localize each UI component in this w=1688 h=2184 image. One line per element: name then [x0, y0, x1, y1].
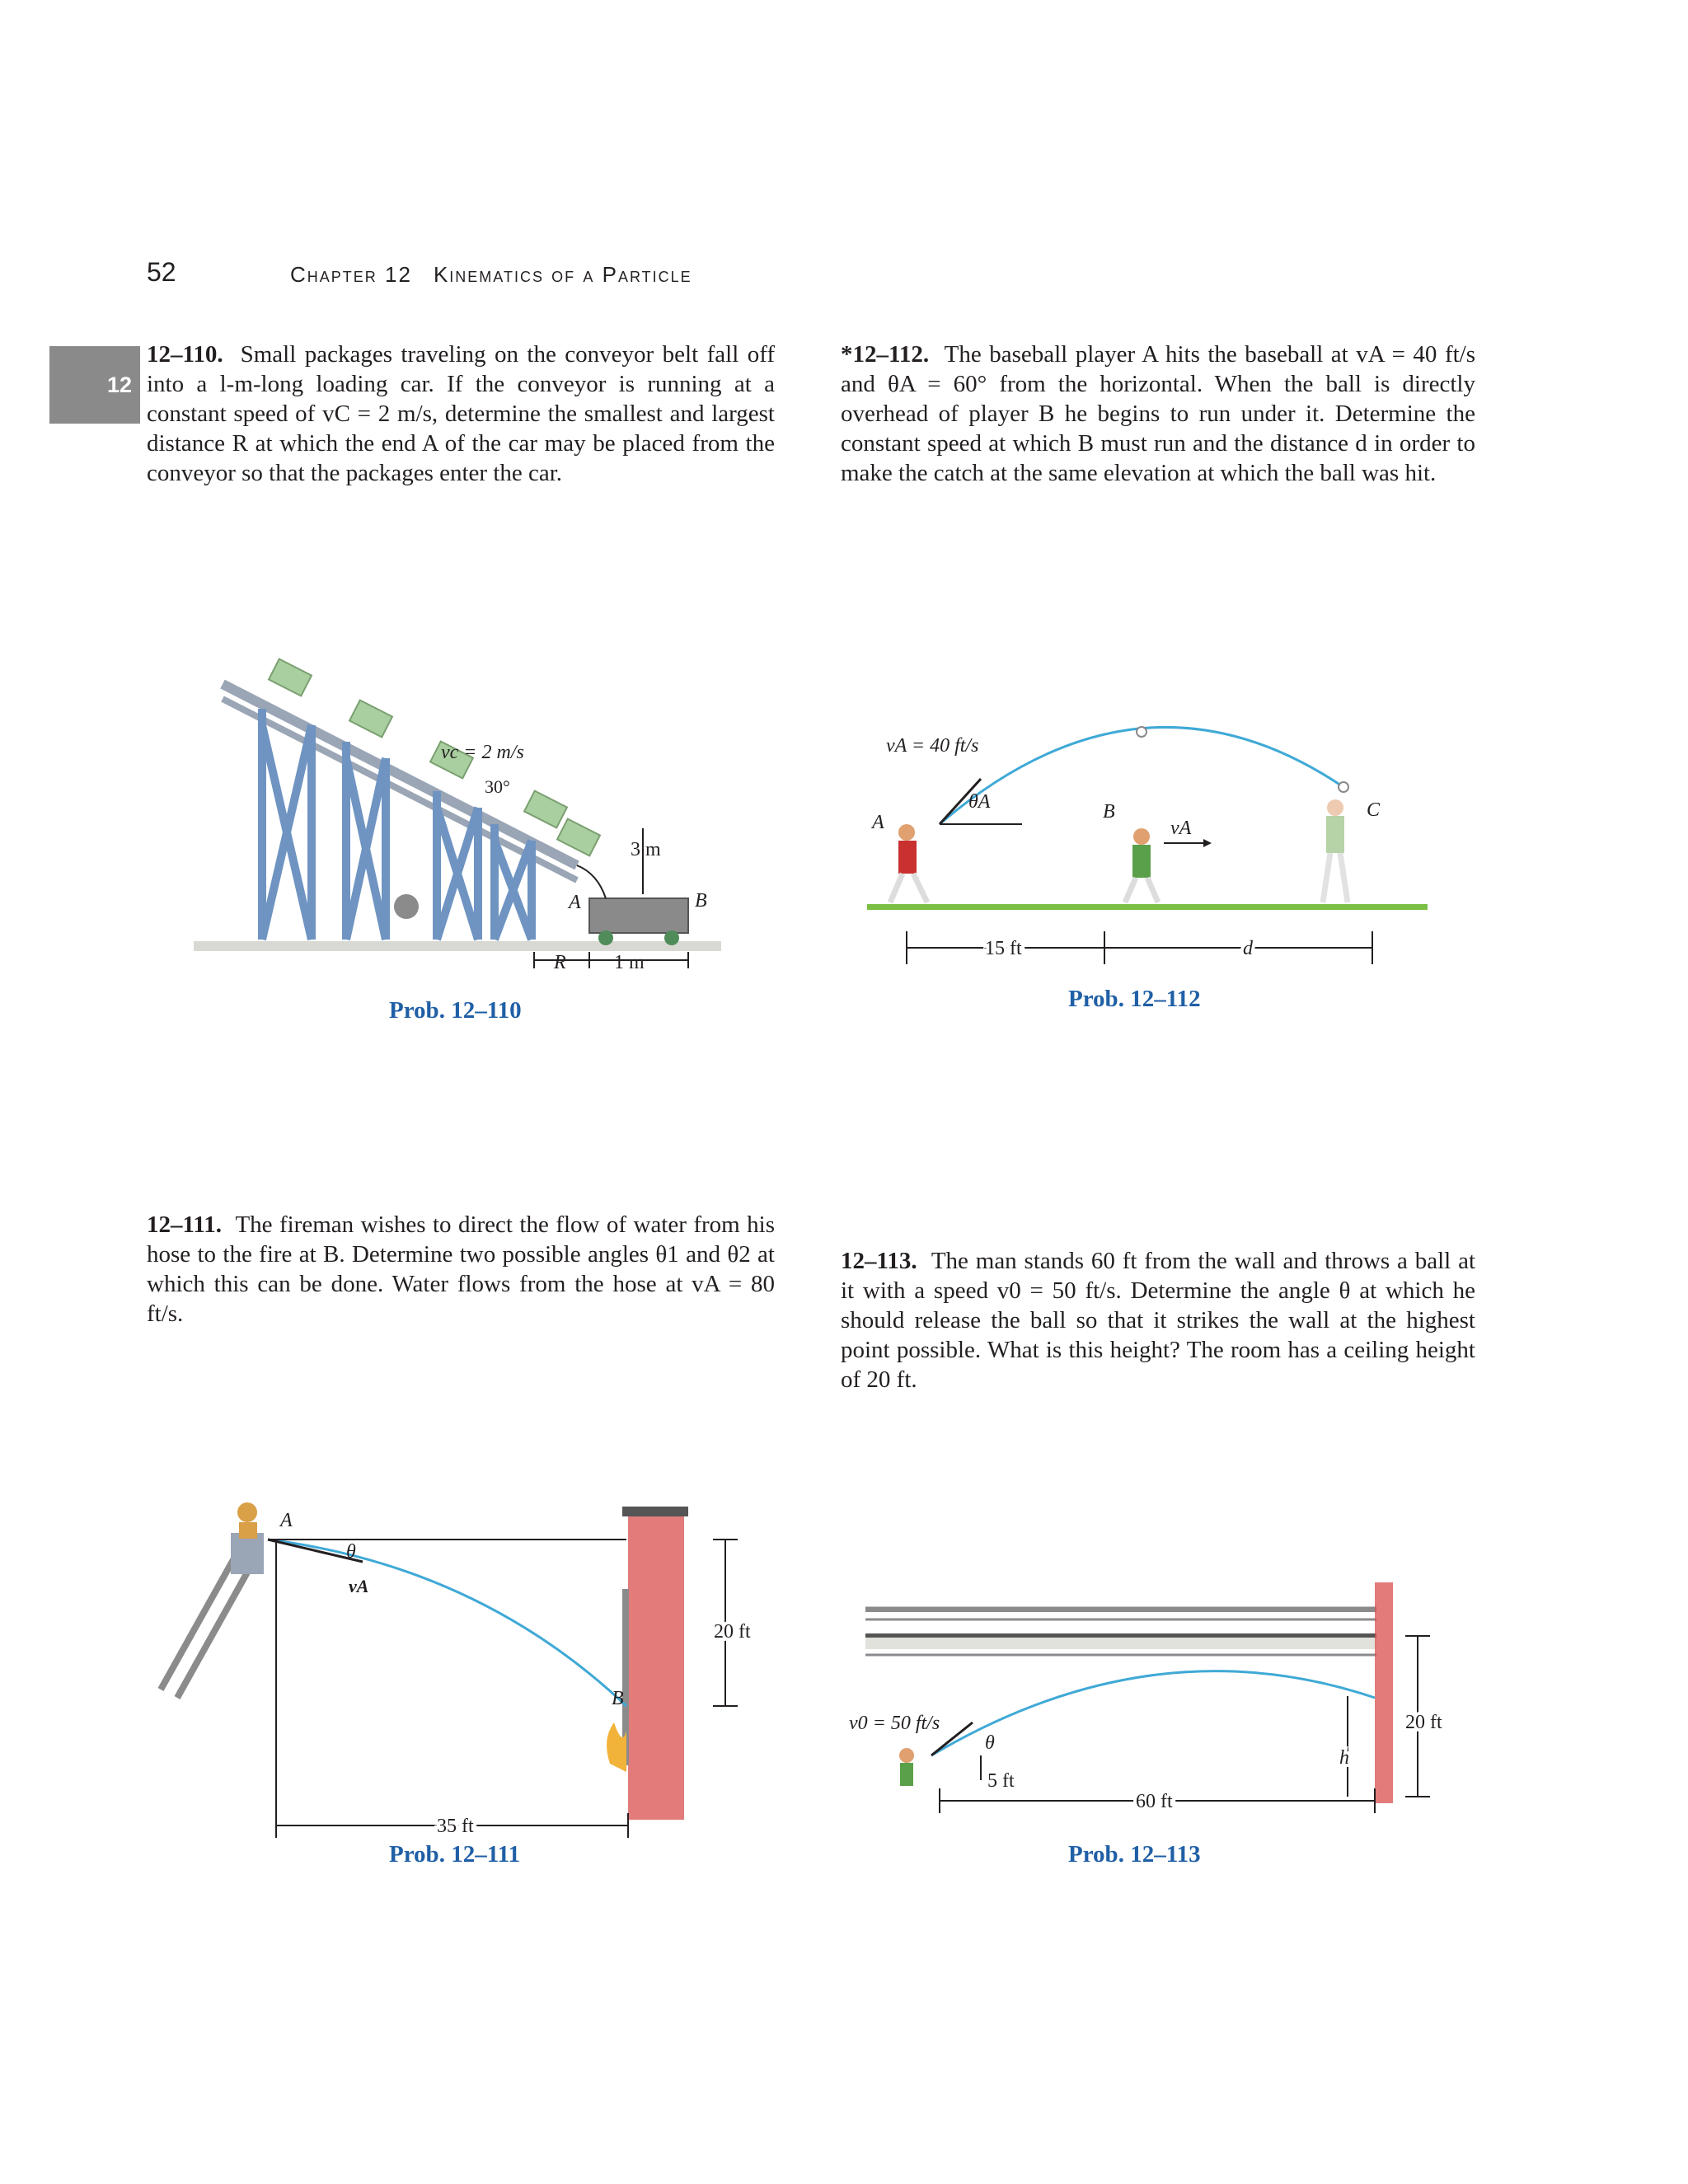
problem-text: The fireman wishes to direct the flow of water from his hose to the fire at B. Determine two possible angles θ1 and θ2 at which this can be done. Water flows from the hose at vA = 80 ft/s. — [147, 1212, 775, 1327]
height-h-label: h — [1339, 1747, 1349, 1769]
height-5-label: 5 ft — [987, 1770, 1015, 1792]
point-a-label: A — [280, 1510, 293, 1531]
point-b-label: B — [695, 890, 707, 912]
point-b-label: B — [612, 1688, 624, 1709]
point-c-label: C — [1367, 799, 1381, 821]
brick-wall — [1375, 1582, 1393, 1803]
angle-label: θ — [985, 1732, 995, 1754]
runner-velocity-label: vA — [1170, 818, 1192, 839]
height-label: 20 ft — [714, 1621, 751, 1643]
problem-text: The baseball player A hits the baseball at vA = 40 ft/s and θA = 60° from the horizontal. When the ball is directly overhead of player B he begins to run under it. Determine the constant speed at which B must run and the distance d in order to make the catch at the same elevation at which the ball was hit. — [841, 341, 1475, 486]
distance-label: 60 ft — [1136, 1791, 1173, 1812]
distance-r-label: R — [554, 952, 566, 973]
length-label: 1 m — [614, 952, 645, 973]
velocity-label: vA — [349, 1576, 369, 1596]
figure-caption-12-110: Prob. 12–110 — [389, 997, 522, 1024]
problem-text: Small packages traveling on the conveyor belt fall off into a l-m-long loading car. If the conveyor is running at a constant speed of vC = 2 m/s, determine the smallest and largest distance R at which the end A of the car may be placed from the conveyor so that the packages enter the car. — [147, 341, 776, 486]
ball-trajectory — [931, 1671, 1375, 1755]
page-number: 52 — [147, 257, 176, 287]
figure-caption-12-111: Prob. 12–111 — [389, 1841, 520, 1868]
point-a-label: A — [569, 892, 581, 913]
figure-caption-12-113: Prob. 12–113 — [1068, 1841, 1201, 1868]
distance-label: 35 ft — [437, 1816, 474, 1837]
speed-label: v0 = 50 ft/s — [849, 1713, 940, 1734]
figure-caption-12-112: Prob. 12–112 — [1068, 986, 1201, 1012]
angle-label: 30° — [485, 776, 510, 797]
thrower — [899, 1748, 914, 1786]
angle-label: θA — [968, 791, 991, 813]
chapter-title: Kinematics of a Particle — [433, 262, 692, 287]
height-label: 3 m — [631, 839, 661, 860]
speed-label: vc = 2 m/s — [441, 742, 524, 763]
point-a-label: A — [872, 812, 884, 833]
point-b-label: B — [1103, 801, 1115, 823]
distance-15-label: 15 ft — [985, 938, 1022, 959]
problem-text: The man stands 60 ft from the wall and throws a ball at it with a speed v0 = 50 ft/s. Determine the angle θ at which he should release the ball so that it strikes the wall at the highest point possible. What is this height? The room has a ceiling height of 20 ft. — [841, 1248, 1475, 1393]
height-20-label: 20 ft — [1405, 1712, 1442, 1733]
chapter-thumb-tab: 12 — [49, 346, 140, 424]
floor-shade — [865, 1638, 1376, 1649]
problem-number: 12–113. — [841, 1248, 917, 1274]
problem-number: 12–111. — [147, 1212, 223, 1238]
speed-label: vA = 40 ft/s — [886, 735, 979, 757]
chapter-label: Chapter 12 — [290, 262, 412, 287]
angle-label: θ — [346, 1541, 356, 1563]
problem-number: 12–110. — [147, 341, 223, 368]
distance-d-label: d — [1243, 938, 1253, 959]
problem-number: *12–112. — [841, 341, 930, 368]
